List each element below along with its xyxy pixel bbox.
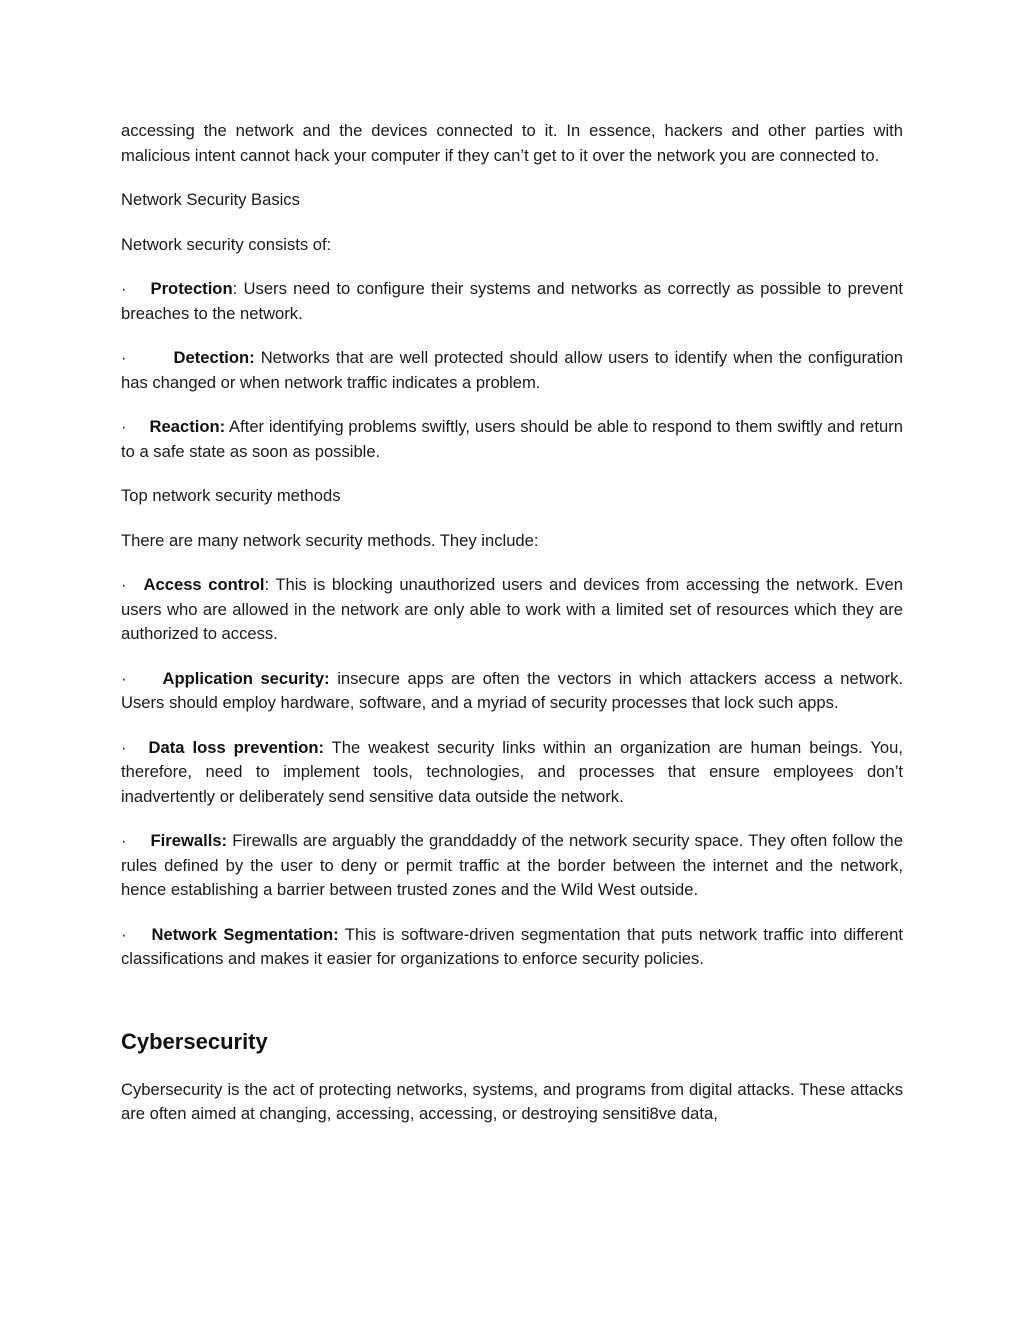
term-network-segmentation: Network Segmentation:	[151, 924, 339, 944]
document-page	[121, 119, 903, 1147]
desc-detection: Networks that are well protected should allow users to identify when the configuration has changed or when network traffic indicates a problem.	[121, 348, 903, 392]
desc-reaction: After identifying problems swiftly, users should be able to respond to them swiftly and return to a safe state as soon as possible.	[121, 417, 903, 461]
bullet-dot: ·	[121, 831, 127, 850]
desc-application-security: insecure apps are often the vectors in which attackers access a network. Users should employ hardware, software, and a myriad of security processes that lock such apps.	[121, 668, 903, 712]
desc-firewalls: Firewalls are arguably the granddaddy of the network security space. They often follow the rules defined by the user to deny or permit traffic at the border between the internet and the network, hence establishing a barrier between trusted zones and the Wild West outside.	[121, 831, 903, 899]
list-item-reaction	[121, 415, 903, 464]
bullet-dot: ·	[121, 348, 127, 367]
bullet-dot: ·	[121, 737, 127, 757]
list-item-application-security	[121, 667, 903, 716]
cybersecurity-heading: Cybersecurity	[121, 1028, 268, 1054]
bullet-dot: ·	[121, 417, 127, 436]
term-firewalls: Firewalls:	[150, 831, 228, 850]
list-item-data-loss-prevention	[121, 736, 903, 810]
term-data-loss-prevention: Data loss prevention:	[148, 737, 324, 757]
intro-paragraph: accessing the network and the devices connected to it. In essence, hackers and other parties with malicious intent cannot hack your computer if they can’t get to it over the network you are connected to.	[121, 121, 903, 165]
term-access-control: Access control	[143, 575, 265, 594]
term-reaction: Reaction:	[149, 417, 226, 436]
desc-access-control: This is blocking unauthorized users and devices from accessing the network. Even users who are allowed in the network are only able to work with a limited set of resources which they are authorized to access.	[121, 575, 903, 643]
bullet-dot: ·	[121, 575, 127, 594]
methods-intro: There are many network security methods. They include:	[121, 530, 539, 550]
basics-heading: Network Security Basics	[121, 190, 300, 209]
desc-data-loss-prevention: The weakest security links within an organization are human beings. You, therefore, need to implement tools, technologies, and processes that ensure employees don’t inadvertently or deliberately send sensitive data outside the network.	[121, 737, 904, 806]
list-item-network-segmentation	[121, 923, 903, 972]
list-item-protection: · Protection: Users need to configure their systems and networks as correctly as possible to prevent breaches to the network.	[121, 279, 903, 323]
list-item-access-control: · Access control: This is blocking unauthorized users and devices from accessing the network. Even users who are allowed in the network are only able to work with a limited set of resources which they are authorized to access.	[121, 575, 903, 643]
bullet-dot: ·	[121, 279, 127, 298]
basics-intro: Network security consists of:	[121, 234, 332, 254]
term-protection: Protection	[150, 279, 233, 298]
bullet-dot: ·	[121, 668, 127, 688]
list-item-detection	[121, 346, 903, 395]
bullet-dot: ·	[121, 924, 127, 944]
desc-network-segmentation: This is software-driven segmentation that puts network traffic into different classifications and makes it easier for organizations to enforce security policies.	[121, 924, 903, 968]
list-item-firewalls	[121, 829, 903, 903]
desc-protection: Users need to configure their systems and networks as correctly as possible to prevent breaches to the network.	[121, 279, 903, 323]
term-application-security: Application security:	[162, 668, 330, 688]
cybersecurity-paragraph: Cybersecurity is the act of protecting networks, systems, and programs from digital attacks. These attacks are often aimed at changing, accessing, accessing, or destroying sensiti8ve data,	[121, 1079, 903, 1123]
term-detection: Detection:	[173, 348, 255, 367]
methods-heading: Top network security methods	[121, 486, 341, 505]
